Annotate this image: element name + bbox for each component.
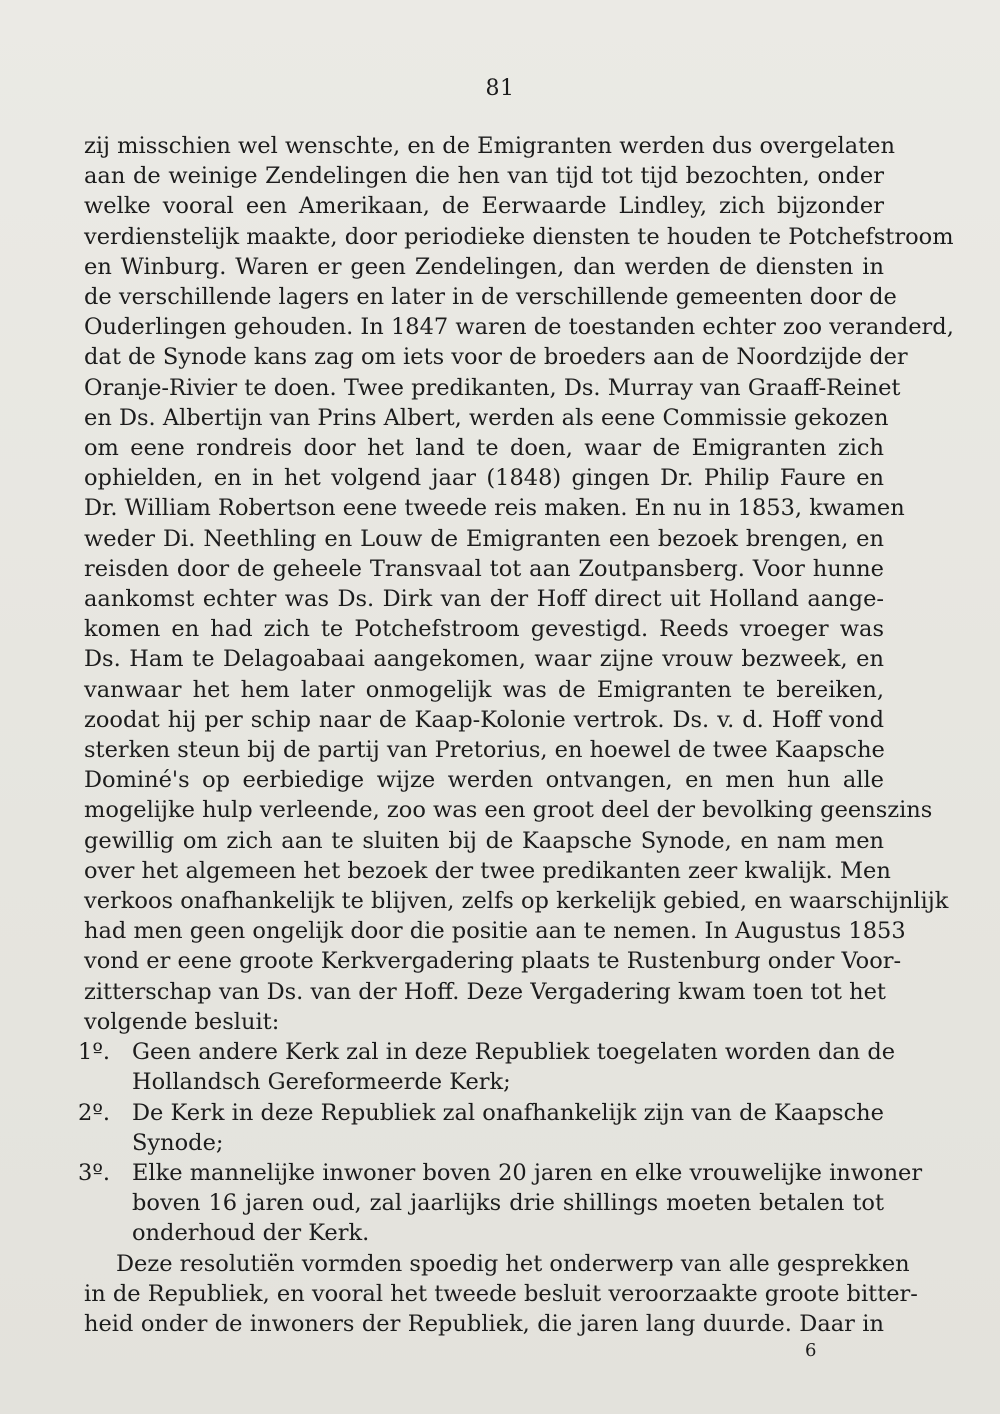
resolution-number: 3º. xyxy=(78,1159,111,1186)
text-line: Ouderlingen gehouden. In 1847 waren de toestanden echter zoo veranderd, xyxy=(84,314,954,341)
page-body xyxy=(78,131,954,1339)
resolution-item xyxy=(78,1037,896,1097)
text-line: boven 16 jaren oud, zal jaarlijks drie shillings moeten betalen tot xyxy=(132,1190,884,1217)
text-line: mogelijke hulp verleende, zoo was een groot deel der bevolking geenszins xyxy=(84,797,933,824)
text-line: sterken steun bij de partij van Pretorius, en hoewel de twee Kaapsche xyxy=(84,737,885,764)
text-line: weder Di. Neethling en Louw de Emigranten een bezoek brengen, en xyxy=(84,525,884,552)
paragraph-1 xyxy=(84,131,954,1037)
text-line: aan de weinige Zendelingen die hen van tijd tot tijd bezochten, onder xyxy=(84,163,884,190)
text-line: Dominé's op eerbiedige wijze werden ontvangen, en men hun alle xyxy=(84,767,884,794)
text-line: zoodat hij per schip naar de Kaap-Kolonie vertrok. Ds. v. d. Hoff vond xyxy=(84,706,884,733)
page-number: 81 xyxy=(485,76,515,101)
text-line: de verschillende lagers en later in de verschillende gemeenten door de xyxy=(84,284,897,311)
text-line: volgende besluit: xyxy=(84,1008,280,1035)
text-line: verkoos onafhankelijk te blijven, zelfs op kerkelijk gebied, en waarschijnlijk xyxy=(84,888,949,915)
signature-mark: 6 xyxy=(805,1340,817,1361)
text-line: gewillig om zich aan te sluiten bij de Kaapsche Synode, en nam men xyxy=(84,827,884,854)
text-line: Synode; xyxy=(132,1129,224,1156)
text-line: heid onder de inwoners der Republiek, die jaren lang duurde. Daar in xyxy=(84,1310,884,1337)
text-line: De Kerk in deze Republiek zal onafhankelijk zijn van de Kaapsche xyxy=(132,1099,884,1126)
text-line: aankomst echter was Ds. Dirk van der Hoff direct uit Holland aange- xyxy=(84,586,884,613)
text-line: onderhoud der Kerk. xyxy=(132,1220,370,1247)
text-line: en Winburg. Waren er geen Zendelingen, dan werden de diensten in xyxy=(84,253,884,280)
resolution-item xyxy=(78,1158,923,1249)
text-line: verdienstelijk maakte, door periodieke diensten te houden te Potchefstroom xyxy=(84,223,954,250)
text-line: in de Republiek, en vooral het tweede besluit veroorzaakte groote bitter- xyxy=(84,1280,918,1307)
text-line: en Ds. Albertijn van Prins Albert, werden als eene Commissie gekozen xyxy=(84,404,889,431)
text-line: Dr. William Robertson eene tweede reis maken. En nu in 1853, kwamen xyxy=(84,495,905,522)
resolutions-list xyxy=(78,1037,923,1248)
text-line: komen en had zich te Potchefstroom gevestigd. Reeds vroeger was xyxy=(84,616,884,643)
resolution-item xyxy=(78,1098,884,1158)
text-line: zij misschien wel wenschte, en de Emigranten werden dus overgelaten xyxy=(84,133,895,159)
paragraph-2 xyxy=(84,1249,918,1340)
text-line: welke vooral een Amerikaan, de Eerwaarde Lindley, zich bijzonder xyxy=(84,193,884,220)
text-line: had men geen ongelijk door die positie aan te nemen. In Augustus 1853 xyxy=(84,918,906,945)
text-line: reisden door de geheele Transvaal tot aan Zoutpansberg. Voor hunne xyxy=(84,555,884,582)
text-line: Elke mannelijke inwoner boven 20 jaren en elke vrouwelijke inwoner xyxy=(132,1159,923,1186)
text-line: Hollandsch Gereformeerde Kerk; xyxy=(132,1069,511,1096)
text-line: dat de Synode kans zag om iets voor de broeders aan de Noordzijde der xyxy=(84,344,908,371)
text-line: om eene rondreis door het land te doen, waar de Emigranten zich xyxy=(84,435,884,462)
resolution-number: 2º. xyxy=(78,1099,111,1126)
text-line: over het algemeen het bezoek der twee predikanten zeer kwalijk. Men xyxy=(84,857,891,884)
text-line: vanwaar het hem later onmogelijk was de Emigranten te bereiken, xyxy=(84,676,884,703)
text-line: zitterschap van Ds. van der Hoff. Deze Vergadering kwam toen tot het xyxy=(84,978,886,1005)
text-line: Geen andere Kerk zal in deze Republiek toegelaten worden dan de xyxy=(132,1039,896,1066)
text-line: Oranje-Rivier te doen. Twee predikanten, Ds. Murray van Graaff-Reinet xyxy=(84,374,901,401)
resolution-number: 1º. xyxy=(78,1039,111,1066)
text-line: Ds. Ham te Delagoabaai aangekomen, waar zijne vrouw bezweek, en xyxy=(84,646,884,673)
text-line: Deze resolutiën vormden spoedig het onderwerp van alle gesprekken xyxy=(116,1250,910,1277)
text-line: vond er eene groote Kerkvergadering plaats te Rustenburg onder Voor- xyxy=(84,948,902,975)
text-line: ophielden, en in het volgend jaar (1848) gingen Dr. Philip Faure en xyxy=(84,465,884,492)
